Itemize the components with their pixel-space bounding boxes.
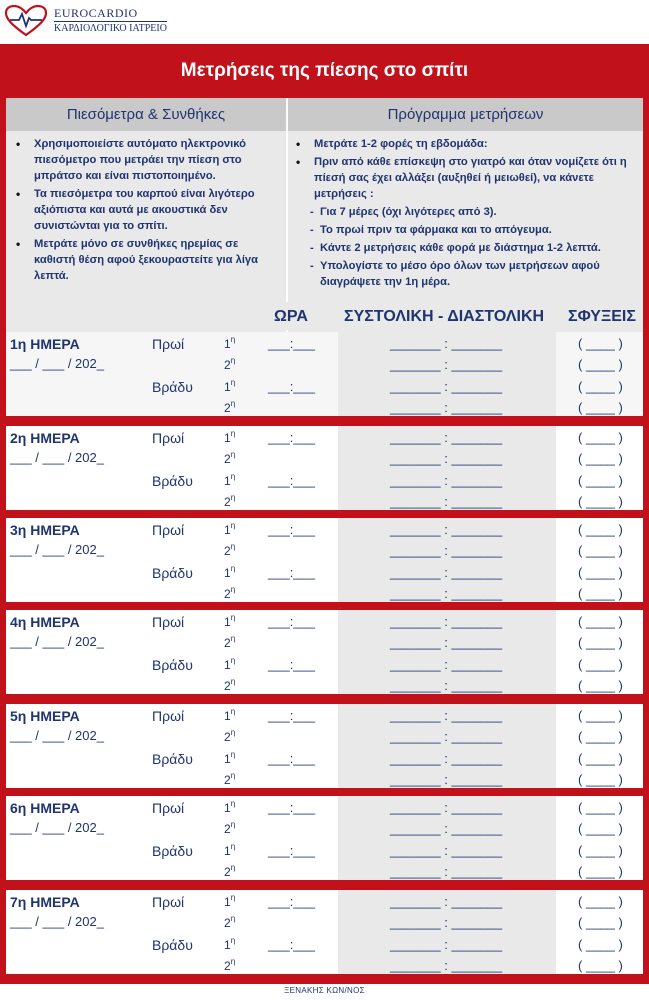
bp-field[interactable]: _______ : _______ — [390, 678, 503, 693]
ordinal-suffix: η — [230, 613, 236, 622]
pulse-field[interactable]: ( ____ ) — [578, 357, 623, 372]
bp-field[interactable]: _______ : _______ — [390, 894, 503, 909]
date-field[interactable]: ___ / ___ / 202_ — [10, 728, 104, 743]
measurement-index: 1 — [224, 337, 231, 351]
instruction-item: • Τα πιεσόμετρα του καρπού είναι λιγότερο αξιόπιστα και αυτά με ακουστικά δεν συνιστώνται για το σπίτι. — [34, 186, 278, 234]
schedule-subitem: - Υπολογίστε το μέσο όρο όλων των μετρήσεων αφού διαγράψετε την 1η μέρα. — [312, 258, 637, 290]
bp-field[interactable]: _______ : _______ — [390, 430, 503, 445]
ordinal-suffix: η — [230, 957, 236, 966]
bp-field[interactable]: _______ : _______ — [390, 937, 503, 952]
time-field[interactable]: ___:___ — [268, 522, 315, 537]
day-block — [6, 426, 643, 510]
measurement-index: 2 — [224, 959, 231, 973]
measurement-number — [224, 401, 235, 415]
measurement-number — [224, 544, 235, 558]
ordinal-suffix: η — [230, 820, 236, 829]
bp-field[interactable]: _______ : _______ — [390, 708, 503, 723]
evening-label: Βράδυ — [152, 565, 193, 581]
measurement-number — [224, 773, 235, 787]
day-label: 1η ΗΜΕΡΑ — [10, 336, 80, 352]
day-label: 2η ΗΜΕΡΑ — [10, 430, 80, 446]
measurement-number — [224, 752, 235, 766]
measurement-index: 1 — [224, 895, 231, 909]
pulse-field[interactable]: ( ____ ) — [578, 379, 623, 394]
pulse-field[interactable]: ( ____ ) — [578, 729, 623, 744]
measurement-index: 1 — [224, 566, 231, 580]
ordinal-suffix: η — [230, 399, 236, 408]
bp-field[interactable]: _______ : _______ — [390, 772, 503, 787]
bp-field[interactable]: _______ : _______ — [390, 843, 503, 858]
morning-label: Πρωί — [152, 800, 185, 816]
schedule-item: • Πριν από κάθε επίσκεψη στο γιατρό και όταν νομίζετε ότι η πίεσή σας έχει αλλάξει (αυξηθεί ή μειωθεί), να κάνετε μετρήσεις : — [314, 154, 637, 202]
time-field[interactable]: ___:___ — [268, 430, 315, 445]
date-field[interactable]: ___ / ___ / 202_ — [10, 820, 104, 835]
time-field[interactable]: ___:___ — [268, 843, 315, 858]
measurement-number — [224, 895, 235, 909]
pulse-field[interactable]: ( ____ ) — [578, 657, 623, 672]
time-field[interactable]: ___:___ — [268, 708, 315, 723]
pulse-field[interactable]: ( ____ ) — [578, 635, 623, 650]
measurement-number — [224, 358, 235, 372]
measurement-index: 2 — [224, 401, 231, 415]
ordinal-suffix: η — [230, 914, 236, 923]
ordinal-suffix: η — [230, 472, 236, 481]
schedule-subitem: - Το πρωί πριν τα φάρμακα και το απόγευμα. — [312, 222, 637, 238]
measurement-index: 2 — [224, 730, 231, 744]
pulse-field[interactable]: ( ____ ) — [578, 800, 623, 815]
measurement-index: 2 — [224, 916, 231, 930]
bp-field[interactable]: _______ : _______ — [390, 864, 503, 879]
measurement-index: 1 — [224, 801, 231, 815]
measurement-index: 2 — [224, 636, 231, 650]
ordinal-suffix: η — [230, 728, 236, 737]
schedule-item: • Μετράτε 1-2 φορές τη εβδομάδα: — [314, 136, 637, 152]
day-block — [6, 518, 643, 602]
measurement-number — [224, 822, 235, 836]
ordinal-suffix: η — [230, 542, 236, 551]
measurement-number — [224, 709, 235, 723]
measurement-index: 1 — [224, 380, 231, 394]
pulse-field[interactable]: ( ____ ) — [578, 708, 623, 723]
measurement-index: 1 — [224, 752, 231, 766]
pulse-field[interactable]: ( ____ ) — [578, 843, 623, 858]
pulse-field[interactable]: ( ____ ) — [578, 430, 623, 445]
morning-label: Πρωί — [152, 708, 185, 724]
time-field[interactable]: ___:___ — [268, 937, 315, 952]
measurement-number — [224, 844, 235, 858]
measurement-index: 2 — [224, 452, 231, 466]
measurement-number — [224, 636, 235, 650]
ordinal-suffix: η — [230, 356, 236, 365]
day-label: 6η ΗΜΕΡΑ — [10, 800, 80, 816]
time-field[interactable]: ___:___ — [268, 657, 315, 672]
pulse-column-header: ΣΦΥΞΕΙΣ — [568, 308, 636, 325]
day-block — [6, 610, 643, 694]
ordinal-suffix: η — [230, 429, 236, 438]
pulse-field[interactable]: ( ____ ) — [578, 400, 623, 415]
pulse-field[interactable]: ( ____ ) — [578, 494, 623, 509]
pulse-field[interactable]: ( ____ ) — [578, 451, 623, 466]
bp-field[interactable]: _______ : _______ — [390, 494, 503, 509]
measurement-index: 1 — [224, 523, 231, 537]
ordinal-suffix: η — [230, 863, 236, 872]
measurement-number — [224, 523, 235, 537]
evening-label: Βράδυ — [152, 473, 193, 489]
ordinal-suffix: η — [230, 936, 236, 945]
pulse-field[interactable]: ( ____ ) — [578, 958, 623, 973]
measurement-index: 2 — [224, 544, 231, 558]
left-heading: Πιεσόμετρα & Συνθήκες — [6, 98, 286, 131]
measurement-number — [224, 938, 235, 952]
morning-label: Πρωί — [152, 894, 185, 910]
measurement-index: 1 — [224, 615, 231, 629]
brand-subtitle: ΚΑΡΔΙΟΛΟΓΙΚΟ ΙΑΤΡΕΙΟ — [54, 23, 167, 35]
schedule-subitem: - Κάντε 2 μετρήσεις κάθε φορά με διάστημα 1-2 λεπτά. — [312, 240, 637, 256]
pulse-field[interactable]: ( ____ ) — [578, 565, 623, 580]
measurement-number — [224, 916, 235, 930]
time-field[interactable]: ___:___ — [268, 565, 315, 580]
measurement-number — [224, 658, 235, 672]
page-title: Μετρήσεις της πίεσης στο σπίτι — [180, 60, 469, 81]
measurement-number — [224, 431, 235, 445]
measurement-number — [224, 679, 235, 693]
ordinal-suffix: η — [230, 799, 236, 808]
measurement-number — [224, 959, 235, 973]
measurement-number — [224, 730, 235, 744]
bp-field[interactable]: _______ : _______ — [390, 473, 503, 488]
time-field[interactable]: ___:___ — [268, 614, 315, 629]
ordinal-suffix: η — [230, 771, 236, 780]
evening-label: Βράδυ — [152, 751, 193, 767]
day-block — [6, 332, 643, 416]
day-label: 3η ΗΜΕΡΑ — [10, 522, 80, 538]
pulse-field[interactable]: ( ____ ) — [578, 915, 623, 930]
measurement-number — [224, 865, 235, 879]
day-block — [6, 890, 643, 974]
date-field[interactable]: ___ / ___ / 202_ — [10, 450, 104, 465]
measurement-index: 2 — [224, 773, 231, 787]
bp-field[interactable]: _______ : _______ — [390, 400, 503, 415]
ordinal-suffix: η — [230, 493, 236, 502]
bp-field[interactable]: _______ : _______ — [390, 586, 503, 601]
measurement-number — [224, 801, 235, 815]
bp-field[interactable]: _______ : _______ — [390, 958, 503, 973]
bp-field[interactable]: _______ : _______ — [390, 657, 503, 672]
bp-field[interactable]: _______ : _______ — [390, 379, 503, 394]
measurement-number — [224, 380, 235, 394]
bp-field[interactable]: _______ : _______ — [390, 522, 503, 537]
instruction-item: • Χρησιμοποιείστε αυτόματο ηλεκτρονικό πιεσόμετρο που μετράει την πίεση στο μπράτσο και είναι πιστοποιημένο. — [34, 136, 278, 184]
ordinal-suffix: η — [230, 842, 236, 851]
heart-logo-icon — [4, 5, 48, 37]
right-heading: Πρόγραμμα μετρήσεων — [288, 98, 643, 131]
time-column-header: ΩΡΑ — [274, 308, 308, 325]
measurement-index: 2 — [224, 495, 231, 509]
instruction-item: • Μετράτε μόνο σε συνθήκες ηρεμίας σε καθιστή θέση αφού ξεκουραστείτε για λίγα λεπτά. — [34, 236, 278, 284]
date-field[interactable]: ___ / ___ / 202_ — [10, 542, 104, 557]
bp-field[interactable]: _______ : _______ — [390, 543, 503, 558]
bp-field[interactable]: _______ : _______ — [390, 614, 503, 629]
morning-label: Πρωί — [152, 430, 185, 446]
measurement-index: 2 — [224, 358, 231, 372]
measurement-number — [224, 587, 235, 601]
day-block — [6, 704, 643, 788]
bp-field[interactable]: _______ : _______ — [390, 915, 503, 930]
pulse-field[interactable]: ( ____ ) — [578, 751, 623, 766]
pulse-field[interactable]: ( ____ ) — [578, 336, 623, 351]
day-label: 5η ΗΜΕΡΑ — [10, 708, 80, 724]
measurement-index: 1 — [224, 938, 231, 952]
pulse-field[interactable]: ( ____ ) — [578, 614, 623, 629]
pulse-field[interactable]: ( ____ ) — [578, 894, 623, 909]
pulse-field[interactable]: ( ____ ) — [578, 543, 623, 558]
morning-label: Πρωί — [152, 336, 185, 352]
bp-field[interactable]: _______ : _______ — [390, 357, 503, 372]
measurement-number — [224, 337, 235, 351]
pulse-field[interactable]: ( ____ ) — [578, 864, 623, 879]
schedule-subitem: - Για 7 μέρες (όχι λιγότερες από 3). — [312, 204, 637, 220]
evening-label: Βράδυ — [152, 937, 193, 953]
day-label: 7η ΗΜΕΡΑ — [10, 894, 80, 910]
ordinal-suffix: η — [230, 521, 236, 530]
measurement-index: 1 — [224, 709, 231, 723]
measurement-number — [224, 474, 235, 488]
date-field[interactable]: ___ / ___ / 202_ — [10, 634, 104, 649]
measurement-index: 1 — [224, 658, 231, 672]
pulse-field[interactable]: ( ____ ) — [578, 821, 623, 836]
bp-field[interactable]: _______ : _______ — [390, 800, 503, 815]
bp-column-header: ΣΥΣΤΟΛΙΚΗ - ΔΙΑΣΤΟΛΙΚΗ — [344, 308, 545, 325]
ordinal-suffix: η — [230, 378, 236, 387]
time-field[interactable]: ___:___ — [268, 800, 315, 815]
pulse-field[interactable]: ( ____ ) — [578, 937, 623, 952]
ordinal-suffix: η — [230, 450, 236, 459]
bp-field[interactable]: _______ : _______ — [390, 821, 503, 836]
bp-field[interactable]: _______ : _______ — [390, 451, 503, 466]
time-field[interactable]: ___:___ — [268, 473, 315, 488]
brand-logo — [4, 4, 167, 38]
measurement-number — [224, 452, 235, 466]
measurement-index: 1 — [224, 431, 231, 445]
time-field[interactable]: ___:___ — [268, 894, 315, 909]
date-field[interactable]: ___ / ___ / 202_ — [10, 914, 104, 929]
ordinal-suffix: η — [230, 335, 236, 344]
time-field[interactable]: ___:___ — [268, 336, 315, 351]
ordinal-suffix: η — [230, 707, 236, 716]
pulse-field[interactable]: ( ____ ) — [578, 473, 623, 488]
time-field[interactable]: ___:___ — [268, 751, 315, 766]
table-header — [6, 302, 643, 330]
morning-label: Πρωί — [152, 522, 185, 538]
bp-field[interactable]: _______ : _______ — [390, 336, 503, 351]
bp-field[interactable]: _______ : _______ — [390, 565, 503, 580]
day-label: 4η ΗΜΕΡΑ — [10, 614, 80, 630]
measurement-number — [224, 495, 235, 509]
evening-label: Βράδυ — [152, 843, 193, 859]
pulse-field[interactable]: ( ____ ) — [578, 586, 623, 601]
pulse-field[interactable]: ( ____ ) — [578, 772, 623, 787]
day-block — [6, 796, 643, 880]
measurement-index: 2 — [224, 679, 231, 693]
pulse-field[interactable]: ( ____ ) — [578, 522, 623, 537]
form-frame — [0, 44, 649, 984]
measurement-index: 2 — [224, 865, 231, 879]
time-field[interactable]: ___:___ — [268, 379, 315, 394]
footer-author: ΞΕΝΑΚΗΣ ΚΩΝ/ΝΟΣ — [284, 986, 365, 995]
ordinal-suffix: η — [230, 750, 236, 759]
bp-field[interactable]: _______ : _______ — [390, 635, 503, 650]
measurement-index: 1 — [224, 844, 231, 858]
measurement-number — [224, 566, 235, 580]
ordinal-suffix: η — [230, 893, 236, 902]
bp-field[interactable]: _______ : _______ — [390, 751, 503, 766]
brand-name: EUROCARDIO — [54, 6, 138, 21]
ordinal-suffix: η — [230, 634, 236, 643]
evening-label: Βράδυ — [152, 379, 193, 395]
pulse-field[interactable]: ( ____ ) — [578, 678, 623, 693]
ordinal-suffix: η — [230, 585, 236, 594]
measurement-number — [224, 615, 235, 629]
evening-label: Βράδυ — [152, 657, 193, 673]
ordinal-suffix: η — [230, 564, 236, 573]
ordinal-suffix: η — [230, 677, 236, 686]
date-field[interactable]: ___ / ___ / 202_ — [10, 356, 104, 371]
measurement-index: 1 — [224, 474, 231, 488]
ordinal-suffix: η — [230, 656, 236, 665]
measurement-index: 2 — [224, 822, 231, 836]
measurement-index: 2 — [224, 587, 231, 601]
bp-field[interactable]: _______ : _______ — [390, 729, 503, 744]
morning-label: Πρωί — [152, 614, 185, 630]
